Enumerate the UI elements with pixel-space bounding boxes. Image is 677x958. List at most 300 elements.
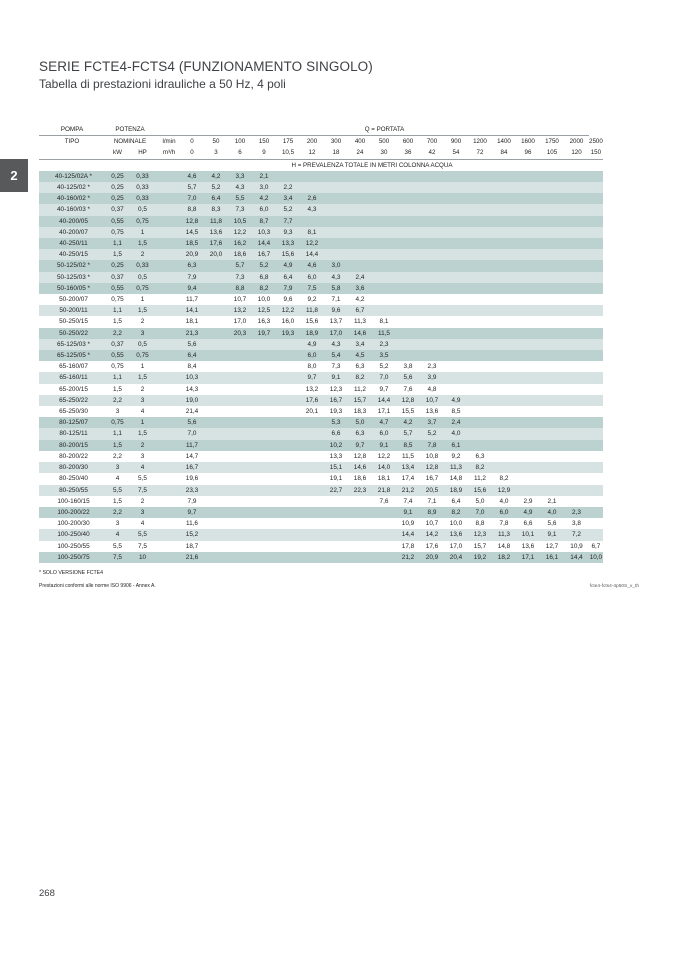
head-value	[492, 406, 516, 417]
head-value	[516, 204, 540, 215]
head-value	[492, 462, 516, 473]
head-value	[252, 451, 276, 462]
pump-model: 100-250/40	[39, 529, 105, 540]
head-value	[204, 372, 228, 383]
head-value	[589, 428, 603, 439]
head-value	[204, 260, 228, 271]
head-value	[564, 294, 589, 305]
head-value: 16,7	[252, 249, 276, 260]
head-value	[228, 361, 252, 372]
head-value: 11,3	[444, 462, 468, 473]
head-value	[252, 428, 276, 439]
head-value: 13,6	[516, 541, 540, 552]
head-value	[324, 541, 348, 552]
head-value	[564, 473, 589, 484]
head-value	[589, 529, 603, 540]
head-value	[444, 350, 468, 361]
power-kw: 2,2	[105, 395, 130, 406]
table-row	[39, 305, 603, 316]
head-value	[348, 541, 372, 552]
head-value: 2,4	[444, 417, 468, 428]
head-value	[589, 238, 603, 249]
head-value: 14,3	[180, 384, 204, 395]
head-value	[204, 462, 228, 473]
pump-model: 50-160/05 *	[39, 283, 105, 294]
head-value	[396, 328, 420, 339]
power-hp: 1	[130, 294, 155, 305]
head-value: 10,0	[444, 518, 468, 529]
head-value: 7,0	[372, 372, 396, 383]
head-value: 5,4	[324, 350, 348, 361]
head-value: 12,5	[252, 305, 276, 316]
head-value: 6,4	[180, 350, 204, 361]
head-value	[300, 552, 324, 563]
header-m3h-0: 0	[180, 147, 204, 159]
unit-spacer-cell	[155, 361, 180, 372]
pump-model: 65-125/03 *	[39, 339, 105, 350]
head-value: 6,6	[324, 428, 348, 439]
head-value	[468, 182, 492, 193]
head-value: 5,0	[348, 417, 372, 428]
pump-model: 40-160/03 *	[39, 204, 105, 215]
head-value: 5,2	[372, 361, 396, 372]
head-value	[468, 260, 492, 271]
head-value	[396, 260, 420, 271]
header-m3h-5: 12	[300, 147, 324, 159]
head-value	[468, 440, 492, 451]
head-value	[276, 339, 300, 350]
header-m3h-2: 6	[228, 147, 252, 159]
head-value	[516, 316, 540, 327]
head-value: 2,2	[276, 182, 300, 193]
head-value: 12,8	[420, 462, 444, 473]
head-value	[516, 473, 540, 484]
header-lmin-15: 1750	[545, 138, 559, 146]
head-value	[348, 171, 372, 182]
head-value: 7,7	[276, 216, 300, 227]
table-row	[39, 316, 603, 327]
pump-model: 50-250/15	[39, 316, 105, 327]
head-value	[276, 361, 300, 372]
head-value: 21,6	[180, 552, 204, 563]
head-value	[492, 193, 516, 204]
head-value: 9,1	[540, 529, 564, 540]
head-value	[252, 518, 276, 529]
table-row	[39, 182, 603, 193]
header-lmin-8: 500	[378, 138, 390, 146]
head-value: 10,7	[228, 294, 252, 305]
head-value: 2,3	[564, 507, 589, 518]
table-row	[39, 216, 603, 227]
head-value: 7,9	[180, 496, 204, 507]
head-value	[516, 350, 540, 361]
head-value: 12,2	[228, 227, 252, 238]
head-value	[228, 541, 252, 552]
head-value: 12,9	[492, 485, 516, 496]
head-value: 12,8	[396, 395, 420, 406]
pump-model: 40-200/07	[39, 227, 105, 238]
table-row	[39, 406, 603, 417]
power-kw: 0,75	[105, 361, 130, 372]
power-hp: 0,5	[130, 339, 155, 350]
head-value	[589, 249, 603, 260]
power-kw: 4	[105, 529, 130, 540]
head-value	[468, 384, 492, 395]
power-hp: 0,75	[130, 283, 155, 294]
head-value	[228, 384, 252, 395]
power-hp: 1	[130, 227, 155, 238]
head-value: 4,7	[372, 417, 396, 428]
unit-spacer-cell	[155, 193, 180, 204]
head-value: 2,4	[348, 272, 372, 283]
head-value: 19,0	[180, 395, 204, 406]
pump-model: 40-250/15	[39, 249, 105, 260]
head-value	[444, 171, 468, 182]
head-value: 2,1	[540, 496, 564, 507]
unit-spacer-cell	[155, 249, 180, 260]
head-value: 14,0	[372, 462, 396, 473]
head-value	[252, 485, 276, 496]
head-value	[564, 260, 589, 271]
head-value	[468, 316, 492, 327]
head-value	[324, 193, 348, 204]
head-value	[372, 518, 396, 529]
head-value	[516, 417, 540, 428]
head-value	[540, 182, 564, 193]
head-value: 6,3	[348, 428, 372, 439]
header-spacer-4	[105, 159, 130, 171]
unit-spacer-cell	[155, 462, 180, 473]
table-row	[39, 249, 603, 260]
head-value	[516, 384, 540, 395]
pump-model: 100-200/30	[39, 518, 105, 529]
head-value: 20,9	[420, 552, 444, 563]
head-value	[564, 395, 589, 406]
head-value	[468, 193, 492, 204]
header-row-2	[39, 136, 603, 148]
head-value	[228, 350, 252, 361]
head-value	[204, 406, 228, 417]
head-value: 8,5	[396, 440, 420, 451]
head-value: 11,5	[396, 451, 420, 462]
head-value	[396, 272, 420, 283]
head-value: 10,3	[180, 372, 204, 383]
head-value	[372, 204, 396, 215]
head-value	[589, 440, 603, 451]
unit-spacer-cell	[155, 417, 180, 428]
table-row	[39, 339, 603, 350]
head-value: 2,3	[372, 339, 396, 350]
header-lmin-16: 2000	[569, 138, 584, 146]
head-value	[589, 372, 603, 383]
head-value	[420, 272, 444, 283]
head-value	[276, 485, 300, 496]
head-value	[204, 518, 228, 529]
unit-spacer-cell	[155, 294, 180, 305]
unit-spacer-cell	[155, 260, 180, 271]
head-value	[420, 204, 444, 215]
table-row	[39, 518, 603, 529]
head-value	[540, 339, 564, 350]
header-lmin-13: 1400	[497, 138, 511, 146]
head-value: 3,0	[252, 182, 276, 193]
head-value	[540, 361, 564, 372]
head-value	[228, 372, 252, 383]
table-row	[39, 440, 603, 451]
head-value	[589, 361, 603, 372]
head-value	[589, 350, 603, 361]
power-hp: 7,5	[130, 485, 155, 496]
head-value: 14,6	[348, 328, 372, 339]
power-kw: 0,25	[105, 260, 130, 271]
head-value	[564, 350, 589, 361]
head-value: 5,6	[180, 417, 204, 428]
head-value: 5,6	[396, 372, 420, 383]
head-value	[444, 260, 468, 271]
head-value	[540, 305, 564, 316]
head-value: 10,2	[324, 440, 348, 451]
page-title: SERIE FCTE4-FCTS4 (FUNZIONAMENTO SINGOLO)	[39, 59, 373, 74]
head-value: 13,6	[420, 406, 444, 417]
table-row	[39, 204, 603, 215]
table-row	[39, 485, 603, 496]
head-value: 10,7	[420, 518, 444, 529]
table-row	[39, 395, 603, 406]
head-value	[228, 462, 252, 473]
power-hp: 3	[130, 328, 155, 339]
head-value	[444, 361, 468, 372]
footnotes	[39, 570, 639, 589]
head-value	[540, 350, 564, 361]
pump-model: 80-250/55	[39, 485, 105, 496]
header-lmin-6: 300	[330, 138, 342, 146]
head-value: 19,1	[324, 473, 348, 484]
head-value	[468, 204, 492, 215]
head-value	[444, 204, 468, 215]
head-value	[589, 171, 603, 182]
head-value: 5,7	[180, 182, 204, 193]
head-value	[540, 171, 564, 182]
head-value	[540, 249, 564, 260]
power-kw: 2,2	[105, 328, 130, 339]
unit-spacer-cell	[155, 272, 180, 283]
head-value	[396, 339, 420, 350]
head-value	[492, 440, 516, 451]
head-value: 16,7	[420, 473, 444, 484]
head-value	[204, 283, 228, 294]
head-value: 17,6	[420, 541, 444, 552]
power-hp: 0,5	[130, 272, 155, 283]
head-value	[589, 485, 603, 496]
head-value	[468, 361, 492, 372]
head-value: 11,2	[348, 384, 372, 395]
head-value: 4,5	[348, 350, 372, 361]
power-hp: 3	[130, 451, 155, 462]
head-value	[252, 462, 276, 473]
head-value: 2,6	[300, 193, 324, 204]
head-value	[468, 428, 492, 439]
head-value: 5,2	[276, 204, 300, 215]
head-value: 15,6	[300, 316, 324, 327]
head-value	[564, 316, 589, 327]
head-value	[348, 552, 372, 563]
head-value	[516, 227, 540, 238]
head-value: 10,0	[252, 294, 276, 305]
head-value	[396, 316, 420, 327]
table-row	[39, 328, 603, 339]
head-value: 8,0	[300, 361, 324, 372]
header-potenza: POTENZA	[105, 124, 155, 136]
power-hp: 0,33	[130, 182, 155, 193]
head-value	[324, 507, 348, 518]
head-value	[540, 384, 564, 395]
head-value	[204, 451, 228, 462]
power-kw: 1,1	[105, 305, 130, 316]
head-value: 7,6	[372, 496, 396, 507]
head-value: 4,2	[252, 193, 276, 204]
head-value	[540, 372, 564, 383]
head-value	[252, 541, 276, 552]
head-value	[444, 339, 468, 350]
head-value: 10,0	[589, 552, 603, 563]
header-lmin-10: 700	[426, 138, 438, 146]
head-value: 21,2	[396, 485, 420, 496]
pump-model: 40-200/05	[39, 216, 105, 227]
head-value: 8,2	[348, 372, 372, 383]
head-value: 7,3	[228, 272, 252, 283]
head-value	[540, 193, 564, 204]
head-value: 5,3	[324, 417, 348, 428]
head-value: 12,2	[372, 451, 396, 462]
head-value	[300, 507, 324, 518]
page-number: 268	[39, 888, 55, 899]
head-value	[564, 328, 589, 339]
head-value	[589, 216, 603, 227]
head-value	[204, 294, 228, 305]
head-value	[516, 272, 540, 283]
head-value	[276, 496, 300, 507]
head-value	[204, 428, 228, 439]
head-value	[252, 372, 276, 383]
head-value	[589, 518, 603, 529]
head-value	[564, 372, 589, 383]
head-value: 13,2	[300, 384, 324, 395]
head-value	[204, 496, 228, 507]
head-value	[589, 305, 603, 316]
head-value: 11,3	[492, 529, 516, 540]
unit-spacer-cell	[155, 518, 180, 529]
head-value: 10,9	[564, 541, 589, 552]
page-content	[39, 0, 639, 589]
head-value	[516, 216, 540, 227]
head-value	[348, 249, 372, 260]
power-kw: 4	[105, 473, 130, 484]
head-value	[516, 260, 540, 271]
head-value: 20,3	[228, 328, 252, 339]
pump-model: 40-125/02 *	[39, 182, 105, 193]
head-value	[420, 260, 444, 271]
head-value: 20,1	[300, 406, 324, 417]
header-unit-m3h: m³/h	[155, 147, 180, 159]
head-value	[516, 451, 540, 462]
head-value: 8,7	[252, 216, 276, 227]
head-value: 17,8	[396, 541, 420, 552]
head-value	[252, 529, 276, 540]
head-value	[492, 272, 516, 283]
table-body	[39, 171, 603, 563]
head-value	[300, 529, 324, 540]
unit-spacer-cell	[155, 283, 180, 294]
pump-model: 80-200/22	[39, 451, 105, 462]
head-value	[300, 451, 324, 462]
head-value: 9,6	[324, 305, 348, 316]
head-value	[444, 193, 468, 204]
head-value	[300, 182, 324, 193]
head-value: 6,0	[300, 350, 324, 361]
head-value: 18,9	[300, 328, 324, 339]
head-value: 8,8	[228, 283, 252, 294]
header-unit-lmin: l/min	[162, 138, 176, 146]
head-value	[396, 249, 420, 260]
head-value	[444, 294, 468, 305]
head-value	[516, 440, 540, 451]
head-value	[348, 260, 372, 271]
head-value	[540, 485, 564, 496]
head-value	[420, 339, 444, 350]
head-value	[300, 496, 324, 507]
head-value	[324, 204, 348, 215]
head-value	[276, 518, 300, 529]
head-value	[540, 451, 564, 462]
head-value: 15,6	[276, 249, 300, 260]
head-value: 6,7	[589, 541, 603, 552]
power-kw: 0,75	[105, 227, 130, 238]
head-value	[204, 316, 228, 327]
unit-spacer-cell	[155, 204, 180, 215]
unit-spacer-cell	[155, 182, 180, 193]
head-value	[492, 451, 516, 462]
header-m3h-10: 42	[420, 147, 444, 159]
head-value	[444, 372, 468, 383]
head-value: 8,8	[180, 204, 204, 215]
head-value	[348, 238, 372, 249]
head-value	[276, 350, 300, 361]
head-value: 18,5	[180, 238, 204, 249]
head-value: 18,1	[372, 473, 396, 484]
head-value	[516, 238, 540, 249]
head-value	[204, 440, 228, 451]
head-value	[348, 227, 372, 238]
head-value	[516, 294, 540, 305]
power-hp: 4	[130, 406, 155, 417]
performance-table	[39, 124, 603, 563]
head-value: 9,1	[324, 372, 348, 383]
head-value	[420, 328, 444, 339]
head-value: 7,5	[300, 283, 324, 294]
head-value: 16,3	[252, 316, 276, 327]
head-value	[589, 283, 603, 294]
head-value: 10,1	[516, 529, 540, 540]
head-value: 16,7	[324, 395, 348, 406]
head-value: 18,9	[444, 485, 468, 496]
head-value	[252, 552, 276, 563]
head-value: 5,7	[396, 428, 420, 439]
head-value: 18,3	[348, 406, 372, 417]
head-value	[204, 339, 228, 350]
unit-spacer-cell	[155, 350, 180, 361]
head-value	[276, 406, 300, 417]
head-value	[589, 227, 603, 238]
